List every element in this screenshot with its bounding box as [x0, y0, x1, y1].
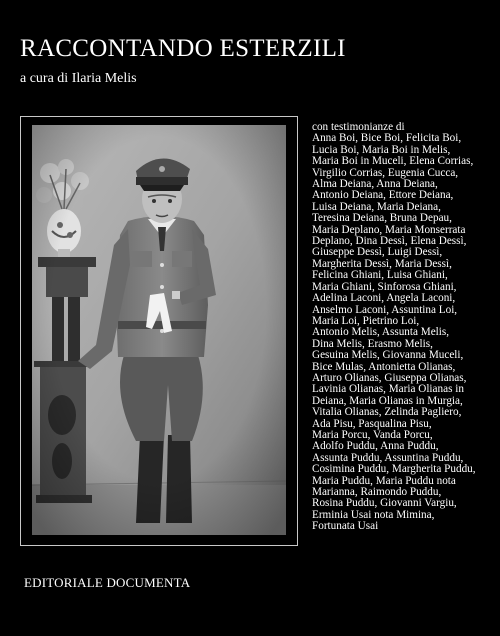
- testimonies-intro: con testimonianze di: [312, 121, 405, 133]
- testimony-line: Maria Ghiani, Sinforosa Ghiani,: [312, 280, 457, 293]
- testimony-line: Felicina Ghiani, Luisa Ghiani,: [312, 269, 448, 282]
- testimony-line: Cosimina Puddu, Margherita Puddu,: [312, 463, 476, 476]
- testimony-line: Anna Boi, Bice Boi, Felicita Boi,: [312, 132, 462, 145]
- testimony-line: Deiana, Maria Olianas in Murgia,: [312, 394, 463, 407]
- testimony-line: Maria Loi, Pietrino Loi,: [312, 314, 420, 327]
- cover-photo-frame: [20, 116, 298, 546]
- testimony-line: Alma Deiana, Anna Deiana,: [312, 178, 438, 191]
- testimony-line: Adolfo Puddu, Anna Puddu,: [312, 440, 439, 453]
- vintage-portrait-photo: [32, 125, 286, 535]
- testimony-line: Maria Deplano, Maria Monserrata: [312, 223, 466, 236]
- testimony-line: Arturo Olianas, Giuseppa Olianas,: [312, 371, 467, 384]
- testimony-line: Anselmo Laconi, Assuntina Loi,: [312, 303, 458, 316]
- testimony-line: Maria Porcu, Vanda Porcu,: [312, 428, 433, 441]
- testimony-line: Gesuina Melis, Giovanna Muceli,: [312, 349, 464, 362]
- testimony-line: Ada Pisu, Pasqualina Pisu,: [312, 417, 432, 430]
- testimony-line: Teresina Deiana, Bruna Depau,: [312, 212, 452, 225]
- testimony-line: Giuseppe Dessì, Luigi Dessì,: [312, 246, 443, 259]
- testimony-line: Lucia Boi, Maria Boi in Melis,: [312, 143, 451, 156]
- testimonies-names: [312, 133, 494, 532]
- testimony-line: Marianna, Raimondo Puddu,: [312, 486, 442, 498]
- testimonies-list: [312, 122, 494, 533]
- testimony-line: Vitalia Olianas, Zelinda Pagliero,: [312, 406, 462, 419]
- testimony-line: Deplano, Dina Dessì, Elena Dessì,: [312, 235, 467, 248]
- testimony-line: Luisa Deiana, Maria Deiana,: [312, 200, 441, 213]
- testimony-line: Antonio Melis, Assunta Melis,: [312, 326, 450, 339]
- testimony-line: Erminia Usai nota Mimina,: [312, 508, 435, 521]
- cover-subtitle: a cura di Ilaria Melis: [20, 71, 137, 86]
- testimony-line: Adelina Laconi, Angela Laconi,: [312, 292, 456, 305]
- cover-title: RACCONTANDO ESTERZILI: [20, 35, 346, 62]
- testimony-line: Margherita Dessì, Maria Dessì,: [312, 257, 452, 270]
- testimony-line: Virgilio Corrias, Eugenia Cucca,: [312, 166, 459, 179]
- testimony-line: Assunta Puddu, Assuntina Puddu,: [312, 451, 464, 464]
- testimony-line: Maria Puddu, Maria Puddu nota: [312, 474, 456, 487]
- testimony-line: Rosina Puddu, Giovanni Vargiu,: [312, 497, 457, 510]
- testimony-line: Antonio Deiana, Ettore Deiana,: [312, 189, 454, 202]
- testimony-line: Bice Mulas, Antonietta Olianas,: [312, 360, 456, 373]
- testimony-line: Fortunata Usai: [312, 520, 379, 533]
- publisher-name: EDITORIALE DOCUMENTA: [24, 575, 191, 590]
- testimony-line: Lavinia Olianas, Maria Olianas in: [312, 383, 464, 396]
- testimony-line: Dina Melis, Erasmo Melis,: [312, 337, 433, 350]
- testimony-line: Maria Boi in Muceli, Elena Corrias,: [312, 155, 474, 168]
